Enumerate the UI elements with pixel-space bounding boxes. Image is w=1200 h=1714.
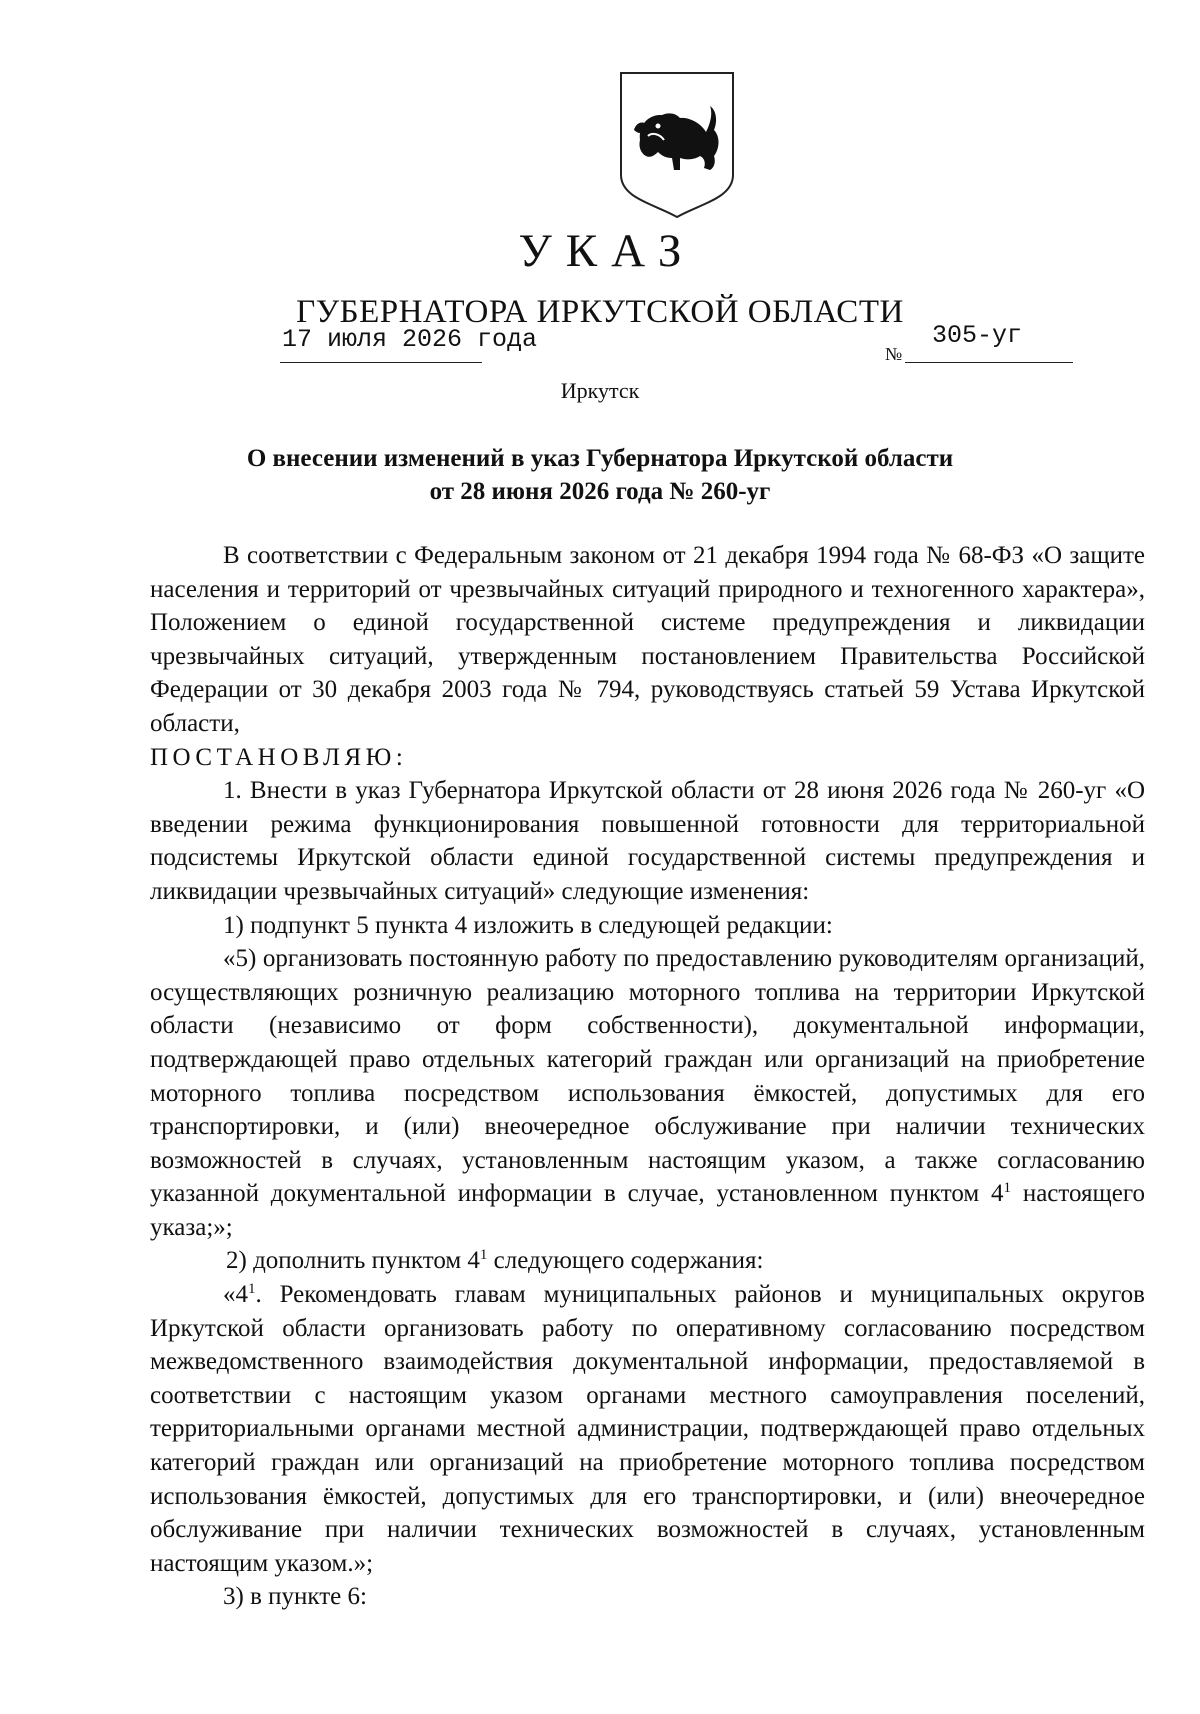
subitem-2-end: следующего содержания: (487, 1247, 764, 1275)
subitem-2-text: 2) дополнить пунктом 4 (226, 1247, 480, 1275)
coat-of-arms-irkutsk-icon (618, 70, 736, 220)
number-underline (905, 362, 1073, 363)
quote-item-4-1-paragraph (150, 1278, 1145, 1580)
decree-word: ПОСТАНОВЛЯЮ: (150, 743, 408, 771)
decree-heading (150, 442, 1050, 508)
document-title: УКАЗ (518, 225, 696, 277)
quote-5-end: настоящего указа;»; (150, 1180, 1145, 1241)
subitem-2-superscript: 1 (479, 1247, 488, 1264)
decree-body (150, 539, 1145, 1614)
quote-item-5-paragraph (150, 942, 1145, 1244)
subitem-3-paragraph: 3) в пункте 6: (223, 1583, 367, 1611)
quote-5-text: «5) организовать постоянную работу по предоставлению руководителям организаций, осуществляющих розничную реализацию моторного топлива на территории Иркутской области (независимо от форм собственности), документальной информации, подтверждающей право отдельных категорий граждан или организаций на приобретение моторного топлива посредством использования ёмкостей, допустимых для его транспортировки, и (или) внеочередное обслуживание при наличии технических возможностей в случаях, установленным настоящим указом, а также согласованию указанной документальной информации в случае, установленном пунктом 4 (150, 945, 1145, 1208)
item-1-paragraph: 1. Внести в указ Губернатора Иркутской области от 28 июня 2026 года № 260-уг «О введении режима функционирования повышенной готовности для территориальной подсистемы Иркутской области единой государственной системы предупреждения и ликвидации чрезвычайных ситуаций» следующие изменения: (150, 777, 1145, 905)
decree-date: 17 июля 2026 года (282, 325, 538, 354)
number-label: № (885, 344, 903, 364)
quote-4-1-superscript: 1 (248, 1281, 256, 1298)
decree-number: 305-уг (932, 321, 1023, 350)
subitem-1-paragraph: 1) подпункт 5 пункта 4 изложить в следующей редакции: (223, 911, 833, 939)
subitem-2-paragraph (150, 1244, 1145, 1278)
preamble-paragraph: В соответствии с Федеральным законом от 21 декабря 1994 года № 68-ФЗ «О защите населения и территорий от чрезвычайных ситуаций природного и техногенного характера», Положением о единой государственной системе предупреждения и ликвидации чрезвычайных ситуаций, утвержденным постановлением Правительства Российской Федерации от 30 декабря 2003 года № 794, руководствуясь статьей 59 Устава Иркутской области, (150, 542, 1145, 737)
document-subtitle: ГУБЕРНАТОРА ИРКУТСКОЙ ОБЛАСТИ (296, 294, 904, 330)
heading-line-1: О внесении изменений в указ Губернатора Иркутской области (246, 445, 954, 472)
heading-line-2: от 28 июня 2026 года № 260-уг (429, 478, 771, 505)
date-underline (280, 362, 482, 363)
quote-4-1-start: «4 (223, 1281, 248, 1309)
quote-4-1-text: . Рекомендовать главам муниципальных районов и муниципальных округов Иркутской области организовать работу по оперативному согласованию посредством межведомственного взаимодействия документальной информации, предоставляемой в соответствии с настоящим указом органами местного самоуправления поселений, территориальными органами местной администрации, подтверждающей право отдельных категорий граждан или организаций на приобретение моторного топлива посредством использования ёмкостей, допустимых для его транспортировки, и (или) внеочередное обслуживание при наличии технических возможностей в случаях, установленным настоящим указом.»; (150, 1281, 1145, 1577)
quote-5-superscript: 1 (1003, 1180, 1012, 1197)
city-name: Иркутск (560, 378, 640, 403)
